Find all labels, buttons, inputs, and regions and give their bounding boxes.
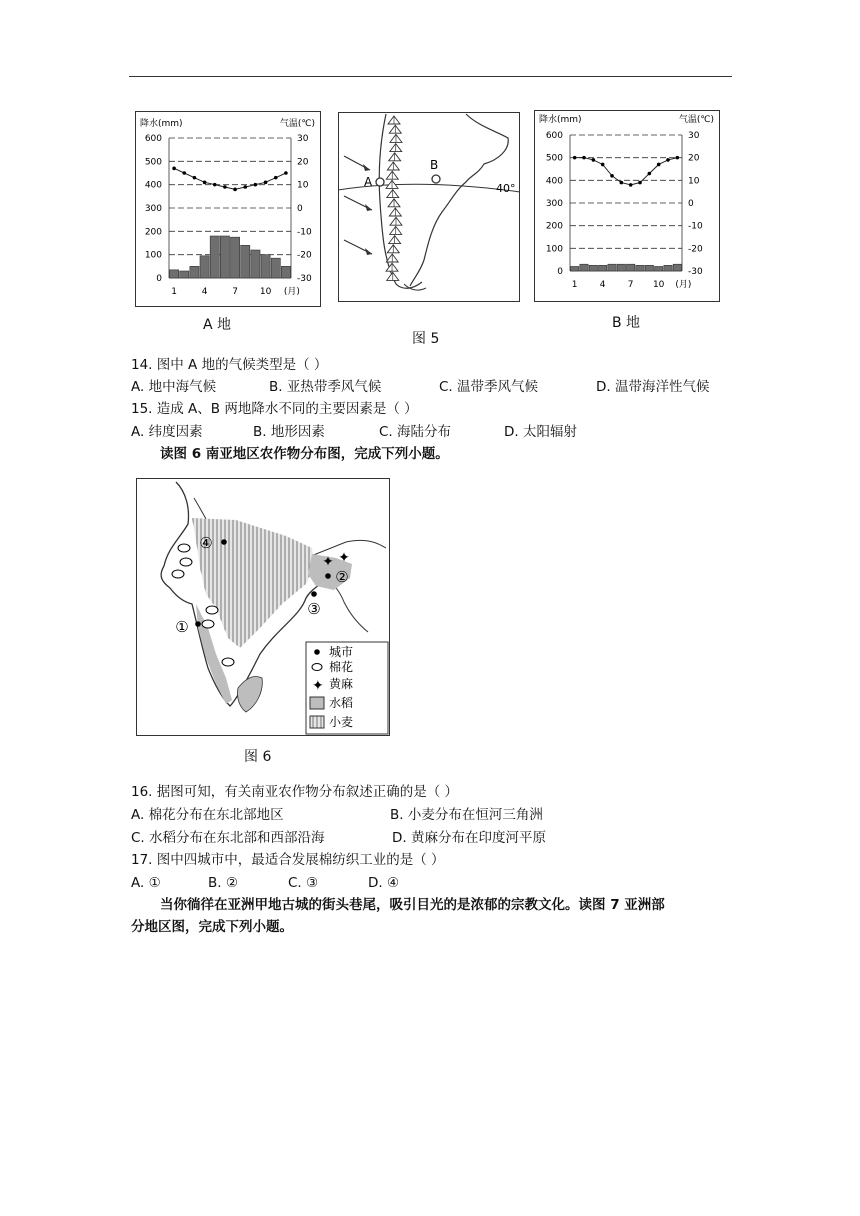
x-tick-label: 1 [171, 287, 177, 297]
temp-point [274, 176, 278, 180]
point-a-marker [376, 178, 384, 186]
cotton-symbol [180, 558, 192, 566]
left-tick-label: 200 [144, 227, 162, 238]
figure7-intro-line1: 当你徜徉在亚洲甲地古城的街头巷尾，吸引目光的是浓郁的宗教文化。读图 7 亚洲部 [160, 897, 665, 913]
q17-option-c: C. ③ [288, 875, 319, 891]
q15-option-d: D. 太阳辐射 [504, 424, 577, 440]
precip-bar [645, 265, 653, 271]
right-tick-label: 0 [688, 199, 694, 209]
left-tick-label: 200 [545, 221, 563, 232]
city-marker [311, 591, 317, 597]
city-marker [221, 539, 227, 545]
city-label: ④ [199, 534, 213, 552]
temp-point [233, 188, 237, 192]
q15-option-b: B. 地形因素 [253, 424, 325, 440]
q14-option-a: A. 地中海气候 [131, 379, 217, 395]
city-marker [195, 621, 201, 627]
precip-bar [281, 266, 290, 278]
temp-point [573, 156, 577, 160]
temp-point [638, 181, 642, 185]
precip-bar [231, 237, 240, 278]
temp-point [264, 181, 268, 185]
chart-b-left-title: 降水(mm) [539, 115, 582, 125]
precip-bar [180, 271, 189, 278]
temp-point [676, 156, 680, 160]
left-tick-label: 0 [156, 274, 162, 284]
point-b-label: B [430, 158, 439, 172]
cotton-symbol [178, 544, 190, 552]
right-tick-label: 30 [688, 131, 700, 141]
q16-option-c: C. 水稻分布在东北部和西部沿海 [131, 830, 325, 846]
precip-bar [261, 255, 270, 278]
q17-option-b: B. ② [208, 875, 238, 891]
right-tick-label: 30 [297, 134, 309, 144]
x-tick-label: 4 [201, 287, 208, 297]
left-tick-label: 300 [545, 199, 563, 209]
precip-bar [170, 270, 179, 278]
legend-jute-symbol: ✦ [312, 678, 324, 694]
left-tick-label: 400 [144, 180, 162, 191]
q14-option-b: B. 亚热带季风气候 [269, 379, 382, 395]
precip-bar [664, 265, 672, 271]
precip-bar [608, 264, 616, 271]
temp-point [182, 171, 186, 175]
temp-point [620, 181, 624, 185]
temp-point [243, 185, 247, 189]
chart-a-label: A 地 [203, 317, 232, 333]
left-tick-label: 100 [545, 244, 563, 255]
q16-option-d: D. 黄麻分布在印度河平原 [392, 830, 546, 846]
chart-a-left-title: 降水(mm) [140, 119, 183, 129]
left-tick-label: 600 [144, 134, 162, 144]
legend-jute: 黄麻 [329, 677, 354, 691]
cotton-symbol [222, 658, 234, 666]
legend-rice: 水稻 [329, 696, 354, 710]
temp-point [193, 176, 197, 180]
temp-point [213, 183, 217, 187]
figure6-caption: 图 6 [244, 749, 272, 765]
q17-option-a: A. ① [131, 875, 161, 891]
x-tick-label: 10 [259, 287, 272, 297]
left-tick-label: 300 [144, 204, 162, 214]
figure7-intro-line2: 分地区图，完成下列小题。 [131, 919, 293, 935]
header-rule [129, 76, 732, 77]
x-tick-label: 7 [627, 280, 634, 290]
latitude-label: 40° [496, 182, 516, 195]
q16-option-b: B. 小麦分布在恒河三角洲 [390, 807, 543, 823]
chart-a-right-title: 气温(℃) [279, 119, 315, 129]
left-tick-label: 0 [557, 267, 563, 277]
right-tick-label: -20 [688, 244, 703, 255]
right-tick-label: 20 [688, 153, 700, 164]
precip-bar [627, 264, 635, 271]
precip-bar [673, 264, 681, 271]
figure6-intro: 读图 6 南亚地区农作物分布图，完成下列小题。 [160, 446, 449, 462]
climate-chart-a [135, 111, 321, 307]
temp-point [629, 183, 633, 187]
city-marker [325, 573, 331, 579]
precip-bar [617, 264, 625, 271]
precip-bar [571, 266, 579, 271]
right-tick-label: -10 [297, 227, 312, 238]
legend-city: 城市 [329, 645, 354, 659]
precip-bar [220, 236, 229, 278]
cotton-symbol [206, 606, 218, 614]
q15-option-a: A. 纬度因素 [131, 424, 203, 440]
climate-chart-b [534, 110, 720, 302]
point-a-label: A [364, 175, 373, 189]
right-tick-label: 0 [297, 204, 303, 214]
temp-point [172, 167, 176, 171]
point-b-marker [432, 175, 440, 183]
x-tick-label: (月) [283, 287, 300, 297]
legend-cotton: 棉花 [329, 660, 354, 674]
precip-bar [251, 250, 260, 278]
chart-b-right-title: 气温(℃) [678, 115, 714, 125]
q16-stem: 16. 据图可知，有关南亚农作物分布叙述正确的是（ ） [131, 784, 459, 800]
temp-point [648, 172, 652, 176]
city-label: ③ [307, 600, 321, 618]
q14-option-d: D. 温带海洋性气候 [596, 379, 710, 395]
x-tick-label: 1 [571, 280, 578, 290]
jute-symbol: ✦ [322, 554, 334, 570]
south-america-map [338, 112, 520, 302]
left-tick-label: 400 [545, 176, 563, 187]
x-tick-label: 7 [232, 287, 238, 297]
precip-bar [636, 265, 644, 271]
left-tick-label: 500 [144, 157, 162, 168]
q15-option-c: C. 海陆分布 [379, 424, 452, 440]
x-tick-label: 10 [652, 280, 665, 290]
city-label: ① [175, 618, 189, 636]
precip-bar [210, 236, 219, 278]
left-tick-label: 600 [545, 131, 563, 141]
temp-point [254, 183, 258, 187]
precip-bar [655, 266, 663, 271]
precip-bar [190, 266, 199, 278]
left-tick-label: 100 [144, 250, 162, 261]
temp-point [582, 156, 586, 160]
temp-point [666, 158, 670, 162]
q17-stem: 17. 图中四城市中，最适合发展棉纺织工业的是（ ） [131, 852, 445, 868]
right-tick-label: -20 [297, 250, 312, 261]
q14-stem: 14. 图中 A 地的气候类型是（ ） [131, 357, 328, 373]
cotton-symbol [172, 570, 184, 578]
x-tick-label: (月) [675, 280, 692, 290]
cotton-symbol [202, 620, 214, 628]
q16-option-a: A. 棉花分布在东北部地区 [131, 807, 284, 823]
temp-point [592, 158, 596, 162]
temp-point [223, 185, 227, 189]
left-tick-label: 500 [545, 153, 563, 164]
x-tick-label: 4 [599, 280, 606, 290]
figure5-caption: 图 5 [412, 331, 440, 347]
right-tick-label: -30 [688, 267, 703, 277]
right-tick-label: 10 [297, 180, 309, 191]
south-asia-crop-map [136, 478, 390, 736]
temp-point [203, 181, 207, 185]
precip-bar [589, 265, 597, 271]
temp-point [284, 171, 288, 175]
precip-bar [580, 264, 588, 271]
q14-option-c: C. 温带季风气候 [439, 379, 539, 395]
jute-symbol: ✦ [338, 550, 350, 566]
right-tick-label: -10 [688, 221, 703, 232]
precip-bar [200, 256, 209, 278]
precip-bar [599, 265, 607, 271]
legend-wheat: 小麦 [329, 715, 354, 729]
q15-stem: 15. 造成 A、B 两地降水不同的主要因素是（ ） [131, 401, 418, 417]
temp-point [601, 163, 605, 167]
right-tick-label: 20 [297, 157, 309, 168]
precip-bar [241, 245, 250, 278]
chart-b-label: B 地 [612, 315, 641, 331]
temp-point [657, 163, 661, 167]
right-tick-label: -30 [297, 274, 312, 284]
q17-option-d: D. ④ [368, 875, 400, 891]
right-tick-label: 10 [688, 176, 700, 187]
temp-point [610, 174, 614, 178]
precip-bar [271, 258, 280, 278]
city-label: ② [335, 568, 349, 586]
